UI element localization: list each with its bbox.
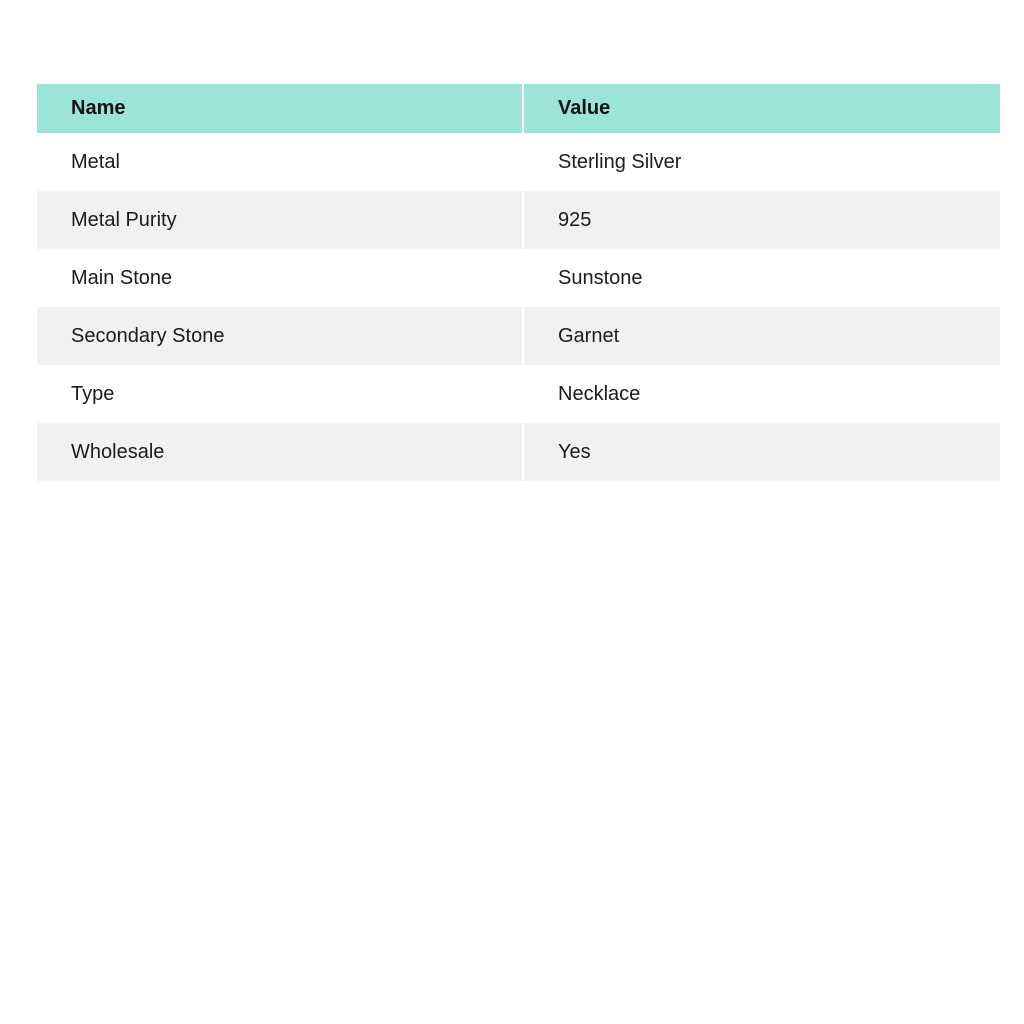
- table-row: [37, 307, 1000, 365]
- header-cell-name: Name: [37, 84, 523, 133]
- attribute-name-cell: Metal: [37, 133, 523, 191]
- attribute-name-cell: Secondary Stone: [37, 307, 523, 365]
- attribute-name-cell: Main Stone: [37, 249, 523, 307]
- table-row: [37, 191, 1000, 249]
- attribute-value-cell: Sterling Silver: [523, 133, 1000, 191]
- attribute-name-cell: Metal Purity: [37, 191, 523, 249]
- table-row: [37, 249, 1000, 307]
- attribute-value-cell: Garnet: [523, 307, 1000, 365]
- attribute-name-cell: Type: [37, 365, 523, 423]
- attribute-value-cell: Yes: [523, 423, 1000, 481]
- header-cell-value: Value: [523, 84, 1000, 133]
- table-row: [37, 365, 1000, 423]
- table-row: [37, 133, 1000, 191]
- attribute-value-cell: Necklace: [523, 365, 1000, 423]
- attribute-name-cell: Wholesale: [37, 423, 523, 481]
- attribute-value-cell: 925: [523, 191, 1000, 249]
- attribute-value-cell: Sunstone: [523, 249, 1000, 307]
- attributes-table: [37, 84, 1000, 481]
- header-row: [37, 84, 1000, 133]
- table-row: [37, 423, 1000, 481]
